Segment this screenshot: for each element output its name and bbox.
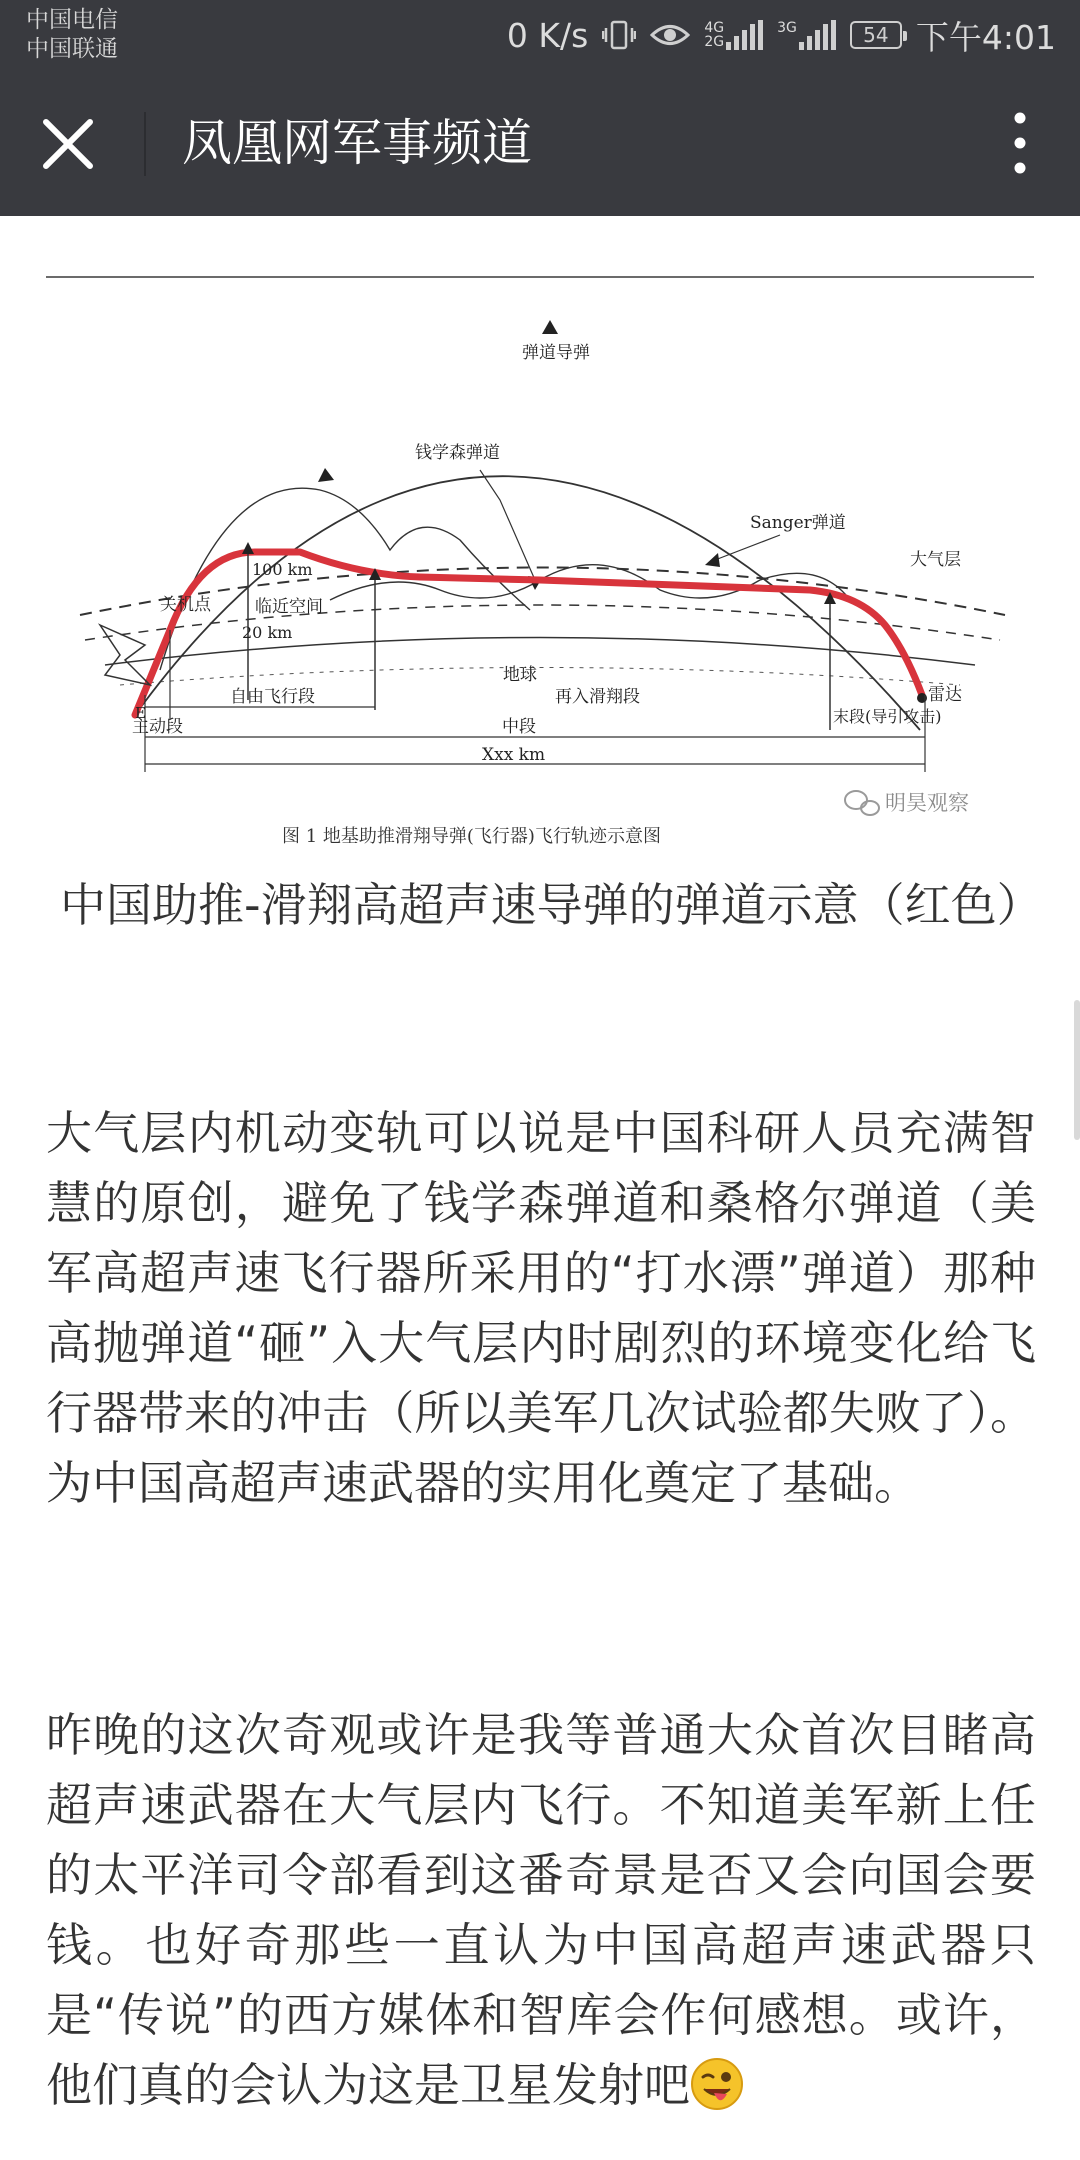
close-icon [40,116,96,172]
article-paragraph-2 [46,1700,1036,2120]
more-options-button[interactable] [1000,108,1040,178]
battery-icon [850,21,902,49]
label-free-flight: 自由飞行段 [230,687,315,707]
earth-inner-line [120,668,960,686]
label-burnout-point: 关机点 [160,595,211,615]
label-ballistic-missile: 弹道导弹 [522,343,590,363]
label-earth: 地球 [503,665,537,685]
vibrate-icon [602,18,636,52]
article-paragraph-1: 大气层内机动变轨可以说是中国科研人员充满智慧的原创，避免了钱学森弹道和桑格尔弹道（美军高超声速飞行器所采用的“打水漂”弹道）那种高抛弹道“砸”入大气层内时剧烈的环境变化给飞行器带来的冲击（所以美军几次试验都失败了）。为中国高超声速武器的实用化奠定了基础。 [46,1106,1036,1510]
winking-tongue-emoji-icon [690,2057,744,2111]
battery-level: 54 [863,23,889,47]
more-vertical-icon [1000,108,1040,178]
carrier-labels [26,6,118,64]
label-qian-trajectory: 钱学森弹道 [415,443,500,463]
signal-4g-icon [704,20,763,50]
carrier-1: 中国电信 [26,7,118,33]
scroll-indicator [1074,1000,1080,1140]
net-4g-label: 4G [704,20,725,36]
page-title: 凤凰网军事频道 [182,114,532,172]
label-terminal-phase: 末段(导引攻击) [833,707,942,726]
earth-surface-line [105,638,975,666]
carrier-2: 中国联通 [26,36,118,62]
qian-pointer-line [480,470,535,580]
label-boost-phase: 主动段 [132,717,183,737]
label-launch-point: E [135,704,146,722]
watermark [845,791,969,815]
figure-caption: 中国助推-滑翔高超声速导弹的弹道示意（红色） [60,878,1043,932]
status-right-group [507,0,1056,70]
sanger-pointer-line [715,535,780,560]
app-bar-divider [144,112,146,176]
article-paragraph-2-text: 昨晚的这次奇观或许是我等普通大众首次目睹高超声速武器在大气层内飞行。不知道美军新上任的太平洋司令部看到这番奇景是否又会向国会要钱。也好奇那些一直认为中国高超声速武器只是“传说”的西方媒体和智库会作何感想。或许，他们真的会认为这是卫星发射吧 [46,1708,1036,2112]
label-100km: 100 km [252,560,313,579]
label-20km: 20 km [242,623,293,642]
status-bar [0,0,1080,70]
net-3g-label: 3G [777,20,797,36]
label-near-space: 临近空间 [255,597,323,617]
eye-comfort-icon [650,20,690,50]
atmosphere-inner-line [85,605,1000,640]
ballistic-arrow-icon [542,320,558,334]
signal-3g-icon [777,20,836,50]
label-reentry-glide: 再入滑翔段 [555,687,640,707]
network-speed: 0 K/s [506,15,589,55]
figure-title: 图 1 地基助推滑翔导弹(飞行器)飞行轨迹示意图 [282,826,661,847]
label-radar: 雷达 [928,685,962,705]
sanger-pointer-arrow-icon [705,553,720,567]
label-distance: Xxx km [482,745,546,765]
clock: 下午4:01 [915,17,1056,57]
watermark-text: 明昊观察 [885,791,969,815]
label-sanger-trajectory: Sanger弹道 [750,513,846,533]
content-divider [46,276,1034,278]
trajectory-diagram [60,290,1020,850]
close-button[interactable] [40,116,96,172]
label-mid-phase: 中段 [502,717,536,737]
label-atmosphere: 大气层 [910,550,961,570]
net-2g-label: 2G [704,34,725,50]
qian-arrow-icon [318,468,334,482]
wechat-icon [845,791,879,815]
apex-arrow-icon [242,542,254,554]
app-bar [0,70,1080,216]
